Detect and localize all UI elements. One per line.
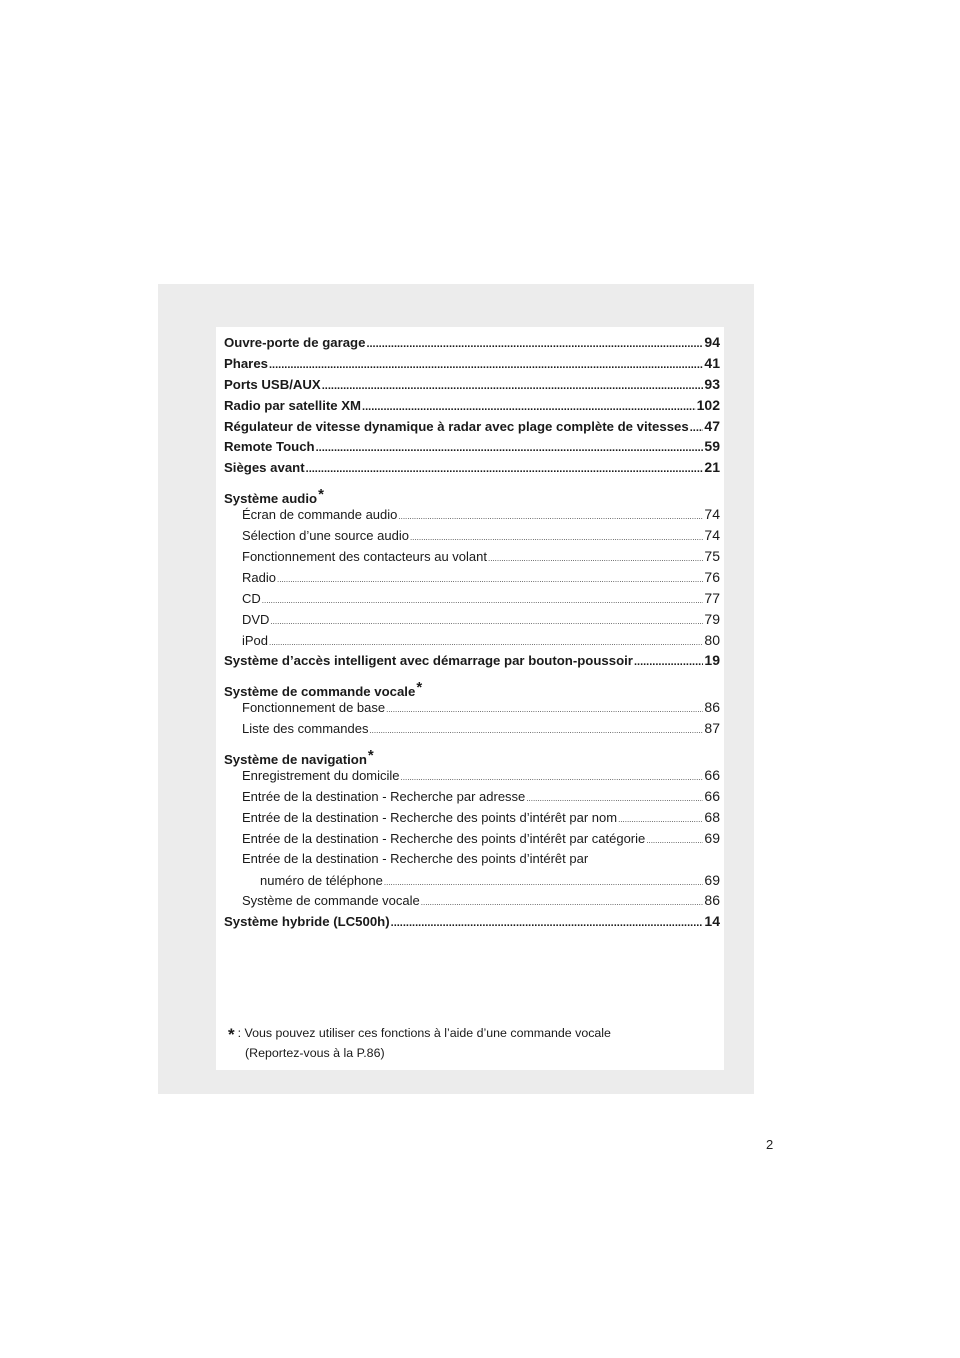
toc-entry-page: 76 [704, 568, 720, 585]
toc-entry-label: Écran de commande audio [242, 507, 398, 523]
toc-entry-page: 86 [704, 892, 720, 909]
toc-entry-label: Sièges avant [224, 460, 305, 476]
dot-leader [646, 836, 703, 845]
toc-entry-remote-touch[interactable] [224, 438, 720, 459]
toc-entry-label: Régulateur de vitesse dynamique à radar avec plage complète de vitesses [224, 418, 689, 434]
asterisk-icon: * [228, 1025, 235, 1044]
footnote-line2: (Reportez-vous à la P.86) [245, 1046, 385, 1060]
toc-entry-page: 59 [704, 438, 720, 455]
dot-leader [369, 726, 703, 735]
toc-entry-label: Enregistrement du domicile [242, 768, 400, 784]
toc-entry-label: Radio par satellite XM [224, 397, 362, 413]
voice-command-asterisk-icon: * [318, 486, 324, 504]
toc-entry-ouvre-porte[interactable] [224, 334, 720, 355]
toc-entry-selection-source[interactable] [224, 527, 720, 548]
toc-entry-page: 94 [704, 334, 720, 350]
toc-entry-sieges-avant[interactable] [224, 459, 720, 480]
dot-leader [366, 338, 703, 350]
toc-entry-fonctionnement-base[interactable] [224, 699, 720, 720]
toc-entry-label: Remote Touch [224, 439, 315, 455]
toc-entry-regulateur[interactable] [224, 418, 720, 439]
toc-entry-label: Phares [224, 355, 268, 371]
toc-entry-page: 87 [704, 720, 720, 737]
toc-entry-label: iPod [242, 632, 269, 648]
toc-entry-page: 47 [704, 417, 720, 434]
toc-entry-page: 21 [704, 459, 720, 476]
dot-leader [270, 617, 703, 626]
dot-leader [690, 422, 704, 434]
dot-leader [384, 878, 704, 887]
dot-leader [398, 512, 703, 521]
toc-entry-label: Entrée de la destination - Recherche des points d’intérêt par nom [242, 809, 618, 825]
dot-leader [618, 815, 703, 824]
voice-command-asterisk-icon: * [367, 747, 374, 765]
toc-entry-page: 41 [704, 354, 720, 371]
dot-leader [269, 638, 703, 647]
dot-leader [316, 442, 704, 454]
toc-heading-navigation [224, 741, 720, 767]
dot-leader [401, 773, 704, 782]
toc-entry-dvd[interactable] [224, 611, 720, 632]
toc-entry-label: Ports USB/AUX [224, 376, 321, 392]
toc-entry-label: Entrée de la destination - Recherche des points d’intérêt par catégorie [242, 830, 646, 846]
toc-entry-page: 66 [704, 767, 720, 784]
toc-entry-page: 102 [696, 396, 720, 413]
dot-leader [262, 596, 704, 605]
footnote-text: : Vous pouvez utiliser ces fonctions à l’aide d’une commande vocale [237, 1026, 611, 1040]
toc-entry-page: 74 [704, 506, 720, 523]
page-number: 2 [766, 1137, 774, 1152]
toc-entry-label: numéro de téléphone [260, 872, 383, 888]
toc-entry-page: 86 [704, 699, 720, 716]
dot-leader [386, 705, 703, 714]
voice-command-asterisk-icon: * [416, 679, 423, 697]
dot-leader [488, 554, 703, 563]
toc-heading-label [224, 486, 324, 506]
toc-heading-commande-vocale [224, 673, 720, 699]
toc-heading-label [224, 747, 374, 767]
dot-leader [306, 463, 704, 475]
toc-entry-page: 14 [704, 913, 720, 930]
toc-entry-page: 19 [704, 652, 720, 669]
toc-entry-page: 93 [704, 375, 720, 392]
toc-entry-ecran-commande-audio[interactable] [224, 506, 720, 527]
toc-entry-ipod[interactable] [224, 632, 720, 653]
dot-leader [391, 917, 704, 929]
dot-leader [421, 898, 704, 907]
toc-entry-label: CD [242, 590, 261, 606]
toc-entry-page: 79 [704, 610, 720, 627]
heading-text: Système de commande vocale [224, 684, 416, 700]
footnote-line1 [228, 1024, 708, 1044]
toc-entry-page: 77 [704, 589, 720, 606]
toc-entry-page: 69 [704, 829, 720, 846]
dot-leader [362, 401, 696, 413]
toc-entry-nav-commande-vocale[interactable] [224, 892, 720, 913]
toc-entry-page: 68 [704, 808, 720, 825]
dot-leader [526, 794, 703, 803]
voice-command-footnote [228, 1024, 708, 1062]
toc-entry-label: Radio [242, 569, 276, 585]
toc-entry-ports-usb[interactable] [224, 376, 720, 397]
heading-text: Système audio [224, 491, 318, 507]
toc-entry-label: Système de commande vocale [242, 893, 420, 909]
dot-leader [410, 533, 703, 542]
toc-entry-radio[interactable] [224, 569, 720, 590]
toc-entry-recherche-telephone[interactable] [224, 872, 720, 893]
toc-entry-recherche-telephone-line1: Entrée de la destination - Recherche des points d’intérêt par [242, 850, 589, 866]
toc-entry-page: 66 [704, 788, 720, 805]
toc-entry-page: 69 [704, 871, 720, 888]
toc-entry-phares[interactable] [224, 355, 720, 376]
toc-entry-page: 74 [704, 527, 720, 544]
toc-entry-recherche-categorie[interactable] [224, 830, 720, 851]
toc-entry-enregistrement-domicile[interactable] [224, 767, 720, 788]
toc-entry-label: Ouvre-porte de garage [224, 335, 366, 350]
toc-entry-label: DVD [242, 611, 270, 627]
toc-entry-label: Fonctionnement de base [242, 700, 386, 716]
toc-entry-recherche-adresse[interactable] [224, 788, 720, 809]
toc-entry-radio-satellite[interactable] [224, 397, 720, 418]
dot-leader [322, 380, 704, 392]
toc-entry-acces-intelligent[interactable] [224, 652, 720, 673]
dot-leader [269, 359, 703, 371]
toc-entry-recherche-nom[interactable] [224, 809, 720, 830]
dot-leader [277, 575, 703, 584]
dot-leader [634, 656, 703, 668]
toc-entry-label: Entrée de la destination - Recherche par adresse [242, 789, 526, 805]
toc-entry-cd[interactable] [224, 590, 720, 611]
toc-heading-systeme-audio [224, 480, 720, 506]
heading-text: Système de navigation [224, 752, 367, 768]
toc-entry-label: Système hybride (LC500h) [224, 914, 390, 930]
toc-heading-label [224, 679, 422, 699]
toc-entry-systeme-hybride[interactable] [224, 913, 720, 934]
toc-entry-liste-commandes[interactable] [224, 720, 720, 741]
toc-entry-label: Système d’accès intelligent avec démarrage par bouton-poussoir [224, 653, 633, 669]
toc-entry-label: Sélection d’une source audio [242, 528, 409, 544]
toc-entry-contacteurs-volant[interactable] [224, 548, 720, 569]
toc-entry-page: 75 [704, 548, 720, 565]
table-of-contents [224, 334, 720, 934]
toc-entry-page: 80 [704, 631, 720, 648]
toc-entry-label: Liste des commandes [242, 721, 369, 737]
toc-entry-label: Fonctionnement des contacteurs au volant [242, 549, 487, 565]
